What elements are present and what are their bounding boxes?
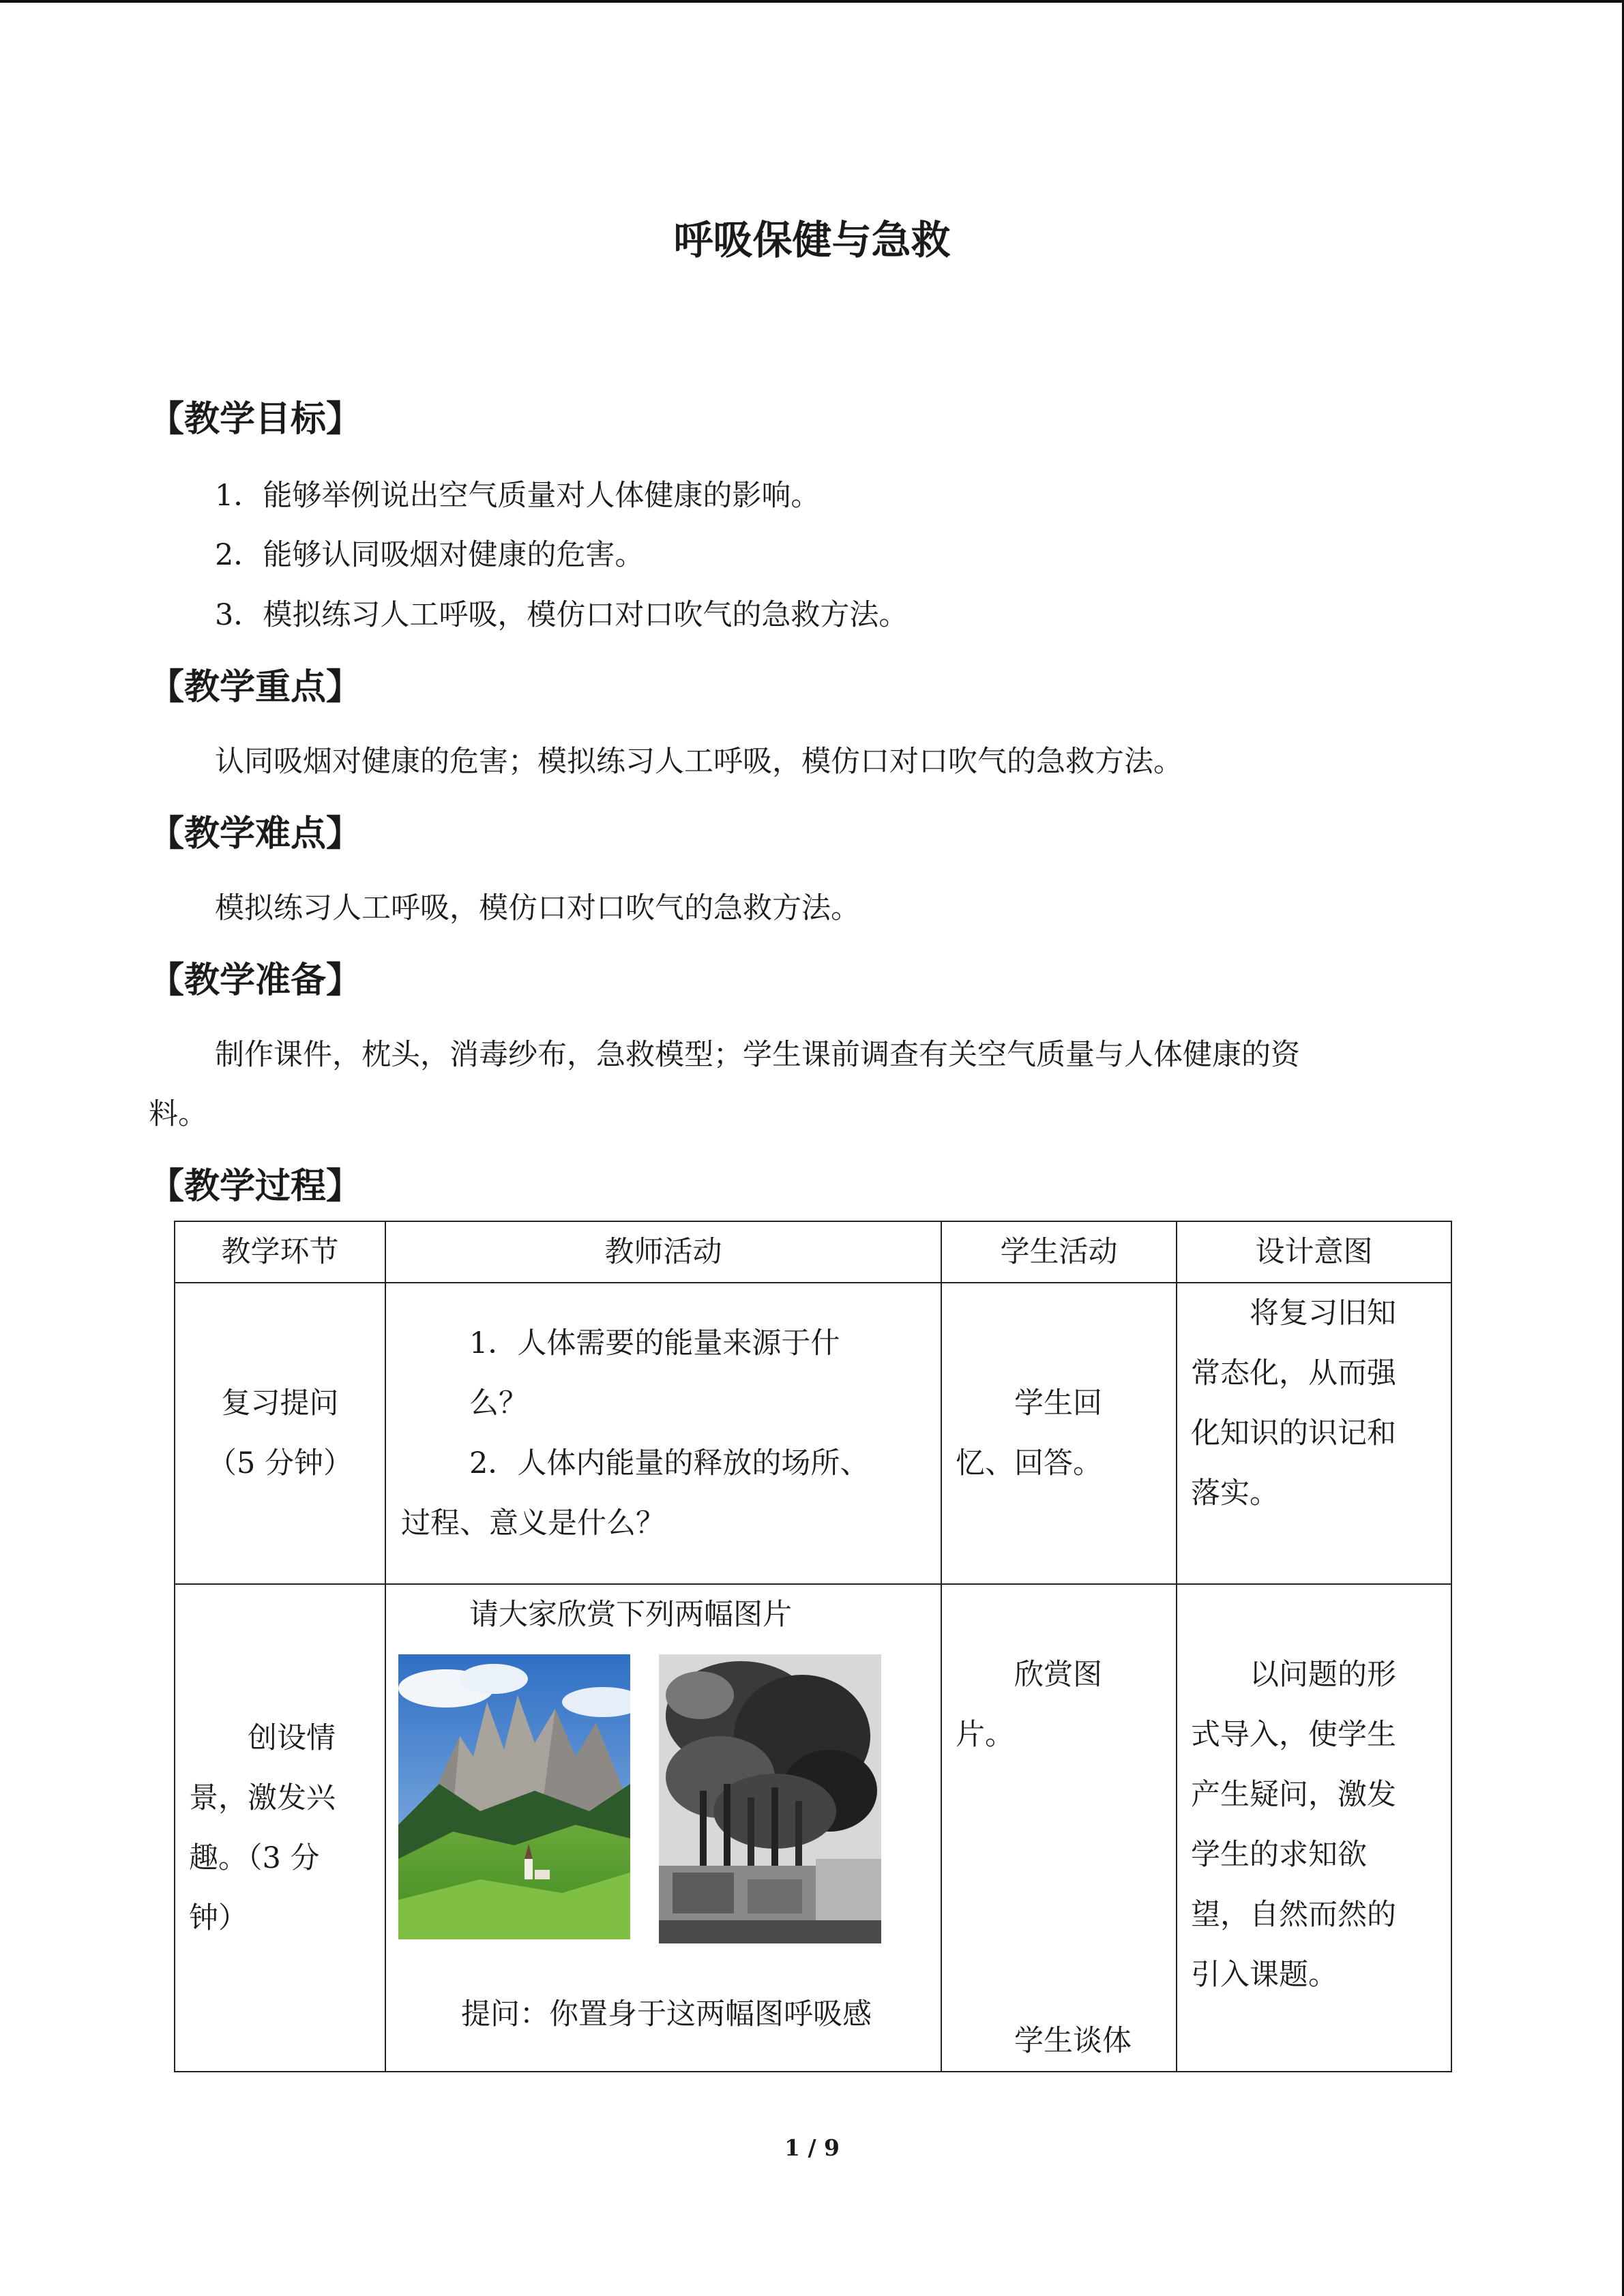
intent-text: 产生疑问，激发 xyxy=(1191,1778,1396,1812)
student-activity-cell xyxy=(941,1283,1177,1584)
column-header: 设计意图 xyxy=(1177,1221,1451,1283)
intent-text: 以问题的形 xyxy=(1250,1658,1396,1692)
heading-process: 【教学过程】 xyxy=(149,1166,362,1207)
preparation-text: 制作课件，枕头，消毒纱布，急救模型；学生课前调查有关空气质量与人体健康的资 xyxy=(215,1038,1300,1072)
intent-text: 望，自然而然的 xyxy=(1191,1898,1396,1932)
teacher-text: 1．人体需要的能量来源于什 xyxy=(469,1326,840,1360)
design-intent-cell xyxy=(1177,1584,1451,2072)
intent-text: 将复习旧知 xyxy=(1250,1296,1396,1330)
heading-preparation: 【教学准备】 xyxy=(149,960,362,1001)
stage-text: 景，激发兴 xyxy=(189,1780,336,1815)
teacher-text: 么？ xyxy=(469,1386,528,1420)
teacher-activity-cell xyxy=(385,1283,941,1584)
table-header-row xyxy=(175,1221,1451,1283)
heading-difficulties: 【教学难点】 xyxy=(149,814,362,854)
column-header: 教师活动 xyxy=(385,1221,941,1283)
student-text: 忆、回答。 xyxy=(956,1446,1102,1480)
goal-item: 1．能够举例说出空气质量对人体健康的影响。 xyxy=(215,479,821,513)
stage-text: （5 分钟） xyxy=(207,1446,353,1480)
table-row xyxy=(175,1283,1451,1584)
mountain-landscape-image xyxy=(398,1654,630,1939)
student-activity-cell xyxy=(941,1584,1177,2072)
intent-text: 落实。 xyxy=(1191,1476,1279,1510)
goal-item: 3．模拟练习人工呼吸，模仿口对口吹气的急救方法。 xyxy=(215,598,909,632)
teacher-activity-cell xyxy=(385,1584,941,2072)
student-text: 学生回 xyxy=(1014,1386,1102,1420)
difficulties-text: 模拟练习人工呼吸，模仿口对口吹气的急救方法。 xyxy=(215,891,860,925)
teacher-text: 2．人体内能量的释放的场所、 xyxy=(469,1446,870,1480)
student-text: 片。 xyxy=(956,1718,1014,1752)
column-header: 教学环节 xyxy=(175,1221,385,1283)
stage-text: 钟） xyxy=(189,1900,248,1935)
stage-cell xyxy=(175,1283,385,1584)
teacher-text: 提问：你置身于这两幅图呼吸感 xyxy=(461,1997,872,2031)
intent-text: 常态化，从而强 xyxy=(1191,1356,1396,1390)
factory-smoke-image xyxy=(659,1654,881,1943)
process-table xyxy=(174,1221,1452,2072)
student-text: 欣赏图 xyxy=(1014,1658,1102,1692)
page-number: 1 / 9 xyxy=(784,2134,840,2161)
page-top-border xyxy=(0,0,1624,3)
heading-goals: 【教学目标】 xyxy=(149,399,362,440)
intent-text: 式导入，使学生 xyxy=(1191,1718,1396,1752)
goal-item: 2．能够认同吸烟对健康的危害。 xyxy=(215,538,645,572)
intent-text: 学生的求知欲 xyxy=(1191,1838,1367,1872)
table-row xyxy=(175,1584,1451,2072)
stage-cell xyxy=(175,1584,385,2072)
teacher-text: 请大家欣赏下列两幅图片 xyxy=(469,1598,792,1632)
image-pair xyxy=(398,1654,927,1943)
stage-text: 复习提问 xyxy=(221,1386,339,1420)
document-title: 呼吸保健与急救 xyxy=(673,217,951,263)
intent-text: 化知识的识记和 xyxy=(1191,1416,1396,1450)
intent-text: 引入课题。 xyxy=(1191,1958,1338,1992)
column-header: 学生活动 xyxy=(941,1221,1177,1283)
heading-key-points: 【教学重点】 xyxy=(149,667,362,708)
teacher-text: 过程、意义是什么？ xyxy=(401,1506,665,1540)
design-intent-cell xyxy=(1177,1283,1451,1584)
stage-text: 趣。（3 分 xyxy=(189,1840,320,1875)
stage-text: 创设情 xyxy=(248,1720,336,1755)
student-text: 学生谈体 xyxy=(1014,2024,1132,2058)
preparation-text-continued: 料。 xyxy=(149,1097,207,1131)
key-points-text: 认同吸烟对健康的危害；模拟练习人工呼吸，模仿口对口吹气的急救方法。 xyxy=(215,745,1183,779)
